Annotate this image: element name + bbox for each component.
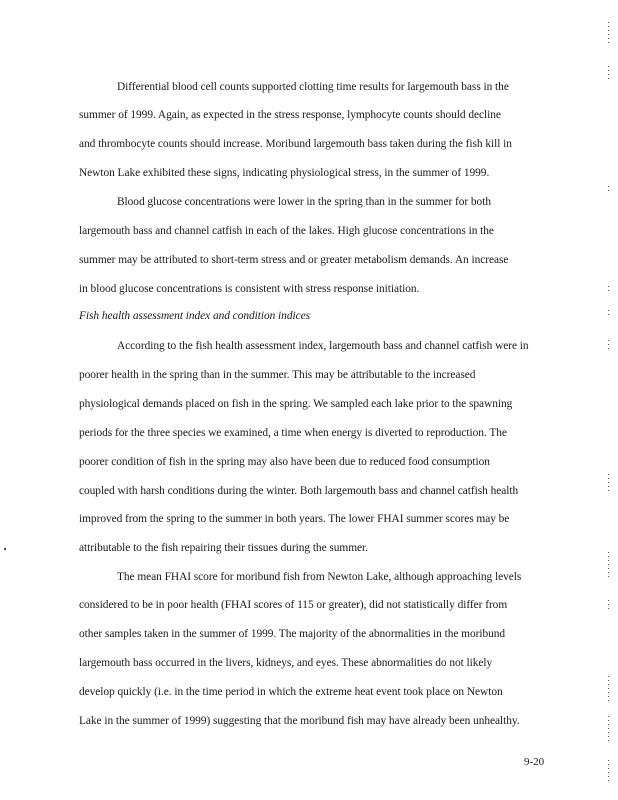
section-heading: Fish health assessment index and condition indices (79, 310, 310, 322)
scan-margin-mark (608, 552, 609, 578)
paragraph-1-line-1: Differential blood cell counts supported clotting time results for largemouth bass in the (117, 81, 509, 93)
scan-margin-mark (608, 676, 609, 704)
scan-margin-mark (608, 474, 609, 494)
paragraph-4-line-4: largemouth bass occurred in the livers, kidneys, and eyes. These abnormalities do not likely (79, 657, 493, 669)
scan-margin-mark (608, 340, 609, 350)
paragraph-2-line-1: Blood glucose concentrations were lower in the spring than in the summer for both (117, 196, 491, 208)
paragraph-3-line-6: coupled with harsh conditions during the winter. Both largemouth bass and channel catfish health (79, 485, 519, 497)
scan-margin-mark (608, 286, 609, 292)
scan-margin-mark (608, 716, 609, 742)
paragraph-4-line-2: considered to be in poor health (FHAI scores of 115 or greater), did not statistically differ from (79, 599, 508, 611)
paragraph-3-line-1: According to the fish health assessment index, largemouth bass and channel catfish were in (117, 340, 529, 352)
paragraph-3-line-8: attributable to the fish repairing their tissues during the summer. (79, 542, 368, 554)
scan-margin-mark (608, 600, 609, 610)
paragraph-2-line-4: in blood glucose concentrations is consistent with stress response initiation. (79, 283, 420, 295)
scan-margin-mark (608, 310, 609, 318)
page-number: 9-20 (524, 756, 545, 768)
paragraph-4-line-3: other samples taken in the summer of 1999. The majority of the abnormalities in the moribund (79, 628, 506, 640)
paragraph-3-line-3: physiological demands placed on fish in the spring. We sampled each lake prior to the spawning (79, 398, 513, 410)
paragraph-4-line-5: develop quickly (i.e. in the time period in which the extreme heat event took place on Newton (79, 686, 503, 698)
scan-speck (4, 548, 6, 550)
paragraph-3-line-7: improved from the spring to the summer in both years. The lower FHAI summer scores may be (79, 513, 510, 525)
scan-margin-mark (608, 186, 609, 194)
paragraph-1-line-2: summer of 1999. Again, as expected in the stress response, lymphocyte counts should decline (79, 109, 501, 121)
paragraph-1-line-4: Newton Lake exhibited these signs, indicating physiological stress, in the summer of 1999. (79, 167, 490, 179)
paragraph-2-line-3: summer may be attributed to short-term stress and or greater metabolism demands. An increase (79, 254, 509, 266)
paragraph-2-line-2: largemouth bass and channel catfish in each of the lakes. High glucose concentrations in the (79, 225, 494, 237)
paragraph-1-line-3: and thrombocyte counts should increase. Moribund largemouth bass taken during the fish kill in (79, 138, 512, 150)
paragraph-3-line-5: poorer condition of fish in the spring may also have been due to reduced food consumption (79, 456, 490, 468)
paragraph-4-line-1: The mean FHAI score for moribund fish from Newton Lake, although approaching levels (117, 571, 522, 583)
paragraph-3-line-4: periods for the three species we examined, a time when energy is diverted to reproduction. The (79, 427, 507, 439)
paragraph-4-line-6: Lake in the summer of 1999) suggesting that the moribund fish may have already been unhealthy. (79, 715, 520, 727)
scan-margin-mark (608, 760, 609, 784)
paragraph-3-line-2: poorer health in the spring than in the summer. This may be attributable to the increased (79, 369, 476, 381)
scan-margin-mark (608, 66, 609, 82)
scan-margin-mark (608, 22, 609, 44)
